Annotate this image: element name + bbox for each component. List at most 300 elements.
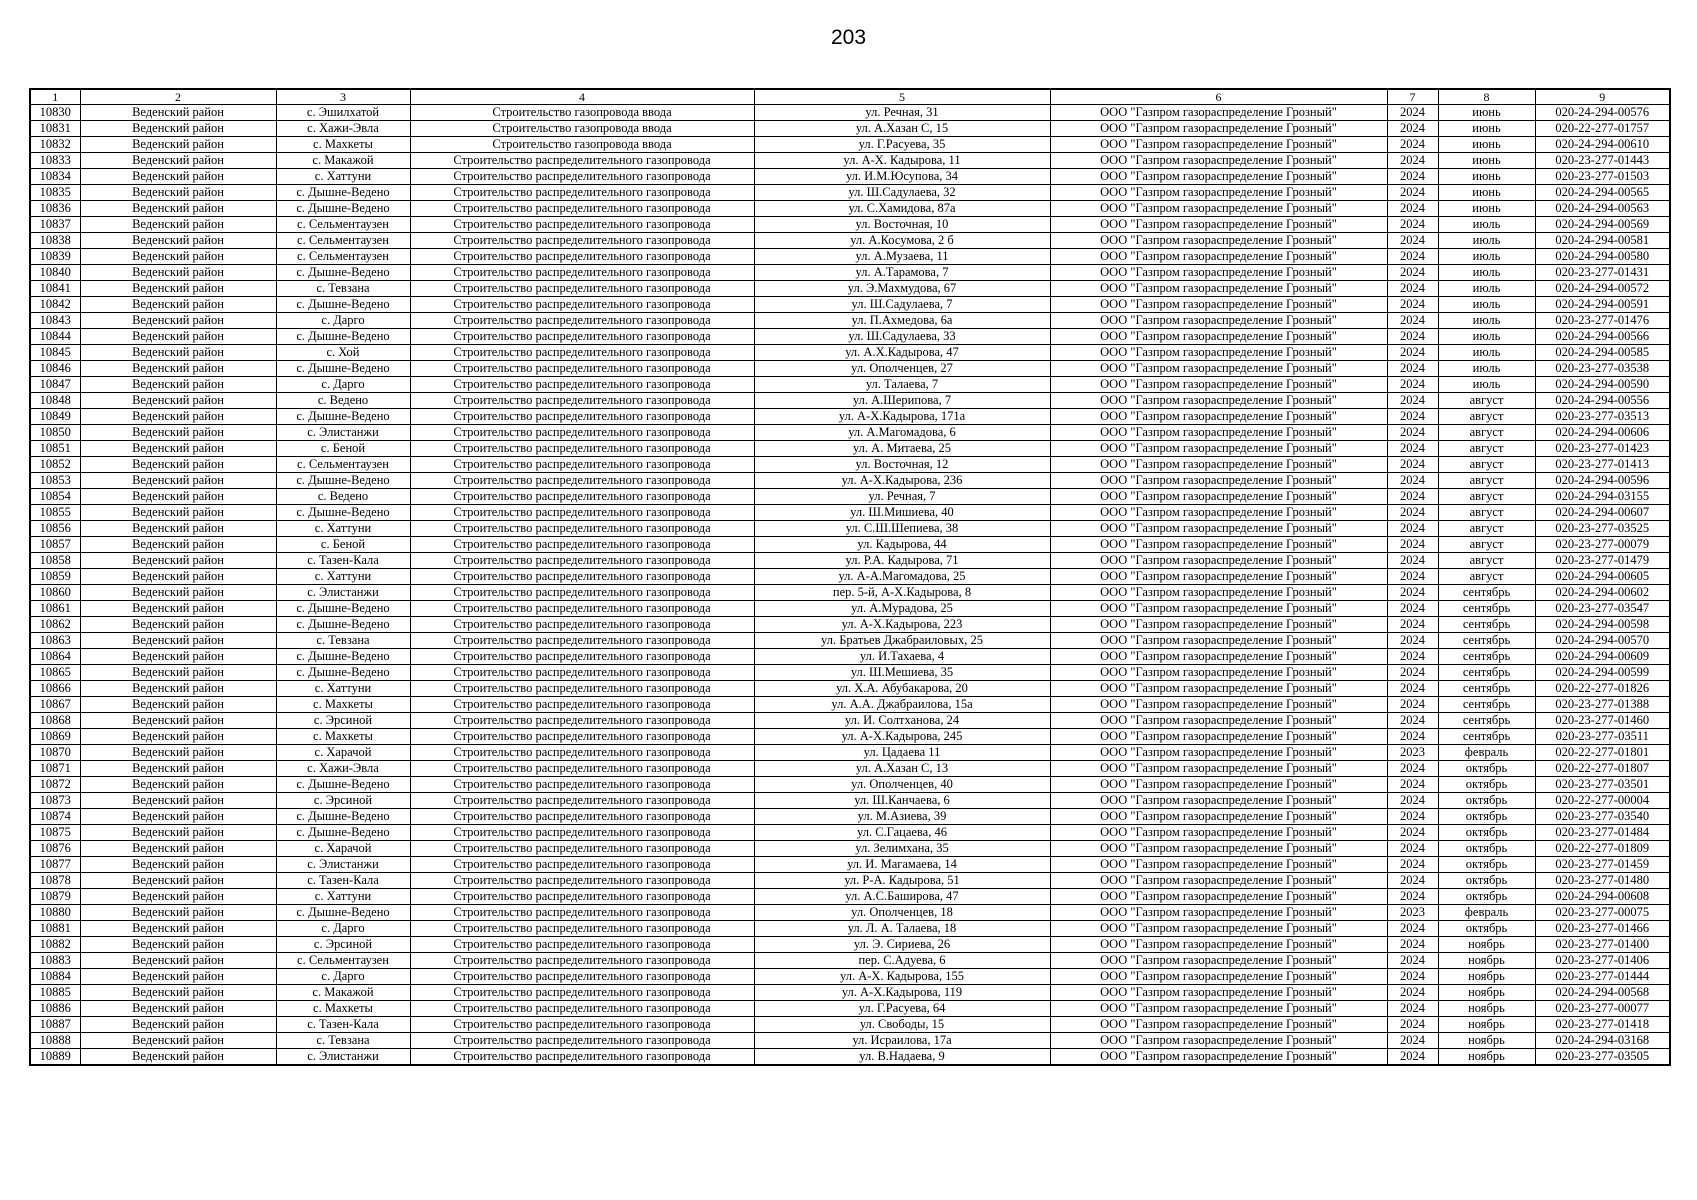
record-number-cell: 10833 [30, 153, 80, 169]
work-type-cell: Строительство распределительного газопровода [410, 537, 754, 553]
organization-cell: ООО "Газпром газораспределение Грозный" [1050, 521, 1387, 537]
organization-cell: ООО "Газпром газораспределение Грозный" [1050, 905, 1387, 921]
settlement-cell: с. Хаттуни [276, 521, 410, 537]
project-code-cell: 020-22-277-01801 [1535, 745, 1670, 761]
table-row [30, 825, 1670, 841]
address-cell: ул. С.Ш.Шепиева, 38 [754, 521, 1050, 537]
address-cell: ул. А.А. Джабраилова, 15а [754, 697, 1050, 713]
record-number-cell: 10874 [30, 809, 80, 825]
project-code-cell: 020-23-277-03505 [1535, 1049, 1670, 1066]
organization-cell: ООО "Газпром газораспределение Грозный" [1050, 745, 1387, 761]
month-cell: август [1438, 505, 1535, 521]
record-number-cell: 10886 [30, 1001, 80, 1017]
project-code-cell: 020-23-277-01460 [1535, 713, 1670, 729]
table-row [30, 313, 1670, 329]
address-cell: ул. И.Тахаева, 4 [754, 649, 1050, 665]
address-cell: ул. С.Хамидова, 87а [754, 201, 1050, 217]
record-number-cell: 10880 [30, 905, 80, 921]
district-cell: Веденский район [80, 185, 276, 201]
settlement-cell: с. Дышне-Ведено [276, 329, 410, 345]
project-code-cell: 020-24-294-00566 [1535, 329, 1670, 345]
work-type-cell: Строительство распределительного газопровода [410, 569, 754, 585]
settlement-cell: с. Тазен-Кала [276, 873, 410, 889]
address-cell: ул. Э. Сириева, 26 [754, 937, 1050, 953]
table-row [30, 281, 1670, 297]
work-type-cell: Строительство распределительного газопровода [410, 601, 754, 617]
record-number-cell: 10838 [30, 233, 80, 249]
year-cell: 2024 [1387, 153, 1438, 169]
year-cell: 2024 [1387, 233, 1438, 249]
month-cell: июль [1438, 249, 1535, 265]
settlement-cell: с. Хой [276, 345, 410, 361]
settlement-cell: с. Дышне-Ведено [276, 185, 410, 201]
table-row [30, 697, 1670, 713]
district-cell: Веденский район [80, 345, 276, 361]
work-type-cell: Строительство распределительного газопровода [410, 265, 754, 281]
year-cell: 2024 [1387, 345, 1438, 361]
district-cell: Веденский район [80, 601, 276, 617]
project-code-cell: 020-24-294-00598 [1535, 617, 1670, 633]
month-cell: ноябрь [1438, 1017, 1535, 1033]
project-code-cell: 020-23-277-01418 [1535, 1017, 1670, 1033]
district-cell: Веденский район [80, 1001, 276, 1017]
year-cell: 2024 [1387, 313, 1438, 329]
work-type-cell: Строительство распределительного газопровода [410, 153, 754, 169]
year-cell: 2024 [1387, 121, 1438, 137]
address-cell: ул. А-Х.Кадырова, 223 [754, 617, 1050, 633]
district-cell: Веденский район [80, 361, 276, 377]
month-cell: август [1438, 553, 1535, 569]
record-number-cell: 10857 [30, 537, 80, 553]
table-row [30, 521, 1670, 537]
work-type-cell: Строительство распределительного газопровода [410, 441, 754, 457]
organization-cell: ООО "Газпром газораспределение Грозный" [1050, 233, 1387, 249]
month-cell: ноябрь [1438, 937, 1535, 953]
table-row [30, 425, 1670, 441]
record-number-cell: 10846 [30, 361, 80, 377]
table-row [30, 985, 1670, 1001]
year-cell: 2024 [1387, 633, 1438, 649]
organization-cell: ООО "Газпром газораспределение Грозный" [1050, 441, 1387, 457]
project-code-cell: 020-24-294-00568 [1535, 985, 1670, 1001]
settlement-cell: с. Элистанжи [276, 1049, 410, 1066]
year-cell: 2024 [1387, 473, 1438, 489]
year-cell: 2024 [1387, 793, 1438, 809]
record-number-cell: 10835 [30, 185, 80, 201]
address-cell: ул. Исраилова, 17а [754, 1033, 1050, 1049]
month-cell: сентябрь [1438, 697, 1535, 713]
district-cell: Веденский район [80, 649, 276, 665]
record-number-cell: 10870 [30, 745, 80, 761]
month-cell: июнь [1438, 201, 1535, 217]
year-cell: 2024 [1387, 713, 1438, 729]
month-cell: октябрь [1438, 857, 1535, 873]
work-type-cell: Строительство распределительного газопровода [410, 633, 754, 649]
project-code-cell: 020-22-277-00004 [1535, 793, 1670, 809]
project-code-cell: 020-24-294-03155 [1535, 489, 1670, 505]
work-type-cell: Строительство распределительного газопровода [410, 361, 754, 377]
record-number-cell: 10855 [30, 505, 80, 521]
year-cell: 2024 [1387, 265, 1438, 281]
month-cell: август [1438, 521, 1535, 537]
address-cell: ул. А-Х. Кадырова, 155 [754, 969, 1050, 985]
settlement-cell: с. Сельментаузен [276, 233, 410, 249]
record-number-cell: 10876 [30, 841, 80, 857]
project-code-cell: 020-24-294-00591 [1535, 297, 1670, 313]
column-header: 5 [754, 89, 1050, 105]
settlement-cell: с. Дышне-Ведено [276, 905, 410, 921]
organization-cell: ООО "Газпром газораспределение Грозный" [1050, 761, 1387, 777]
work-type-cell: Строительство распределительного газопровода [410, 905, 754, 921]
project-code-cell: 020-24-294-00556 [1535, 393, 1670, 409]
record-number-cell: 10847 [30, 377, 80, 393]
year-cell: 2024 [1387, 729, 1438, 745]
year-cell: 2024 [1387, 457, 1438, 473]
work-type-cell: Строительство распределительного газопровода [410, 777, 754, 793]
organization-cell: ООО "Газпром газораспределение Грозный" [1050, 249, 1387, 265]
work-type-cell: Строительство распределительного газопровода [410, 281, 754, 297]
table-row [30, 121, 1670, 137]
district-cell: Веденский район [80, 105, 276, 121]
district-cell: Веденский район [80, 505, 276, 521]
year-cell: 2024 [1387, 169, 1438, 185]
address-cell: ул. Восточная, 10 [754, 217, 1050, 233]
year-cell: 2024 [1387, 441, 1438, 457]
month-cell: октябрь [1438, 921, 1535, 937]
month-cell: июнь [1438, 121, 1535, 137]
month-cell: июль [1438, 233, 1535, 249]
year-cell: 2024 [1387, 969, 1438, 985]
page-number: 203 [830, 26, 867, 49]
organization-cell: ООО "Газпром газораспределение Грозный" [1050, 665, 1387, 681]
year-cell: 2024 [1387, 601, 1438, 617]
address-cell: ул. Р-А. Кадырова, 51 [754, 873, 1050, 889]
record-number-cell: 10859 [30, 569, 80, 585]
settlement-cell: с. Эшилхатой [276, 105, 410, 121]
project-code-cell: 020-23-277-01413 [1535, 457, 1670, 473]
table-row [30, 729, 1670, 745]
address-cell: ул. А.Тарамова, 7 [754, 265, 1050, 281]
settlement-cell: с. Тевзана [276, 1033, 410, 1049]
organization-cell: ООО "Газпром газораспределение Грозный" [1050, 105, 1387, 121]
month-cell: ноябрь [1438, 953, 1535, 969]
table-row [30, 441, 1670, 457]
address-cell: ул. Ш.Мешиева, 35 [754, 665, 1050, 681]
record-number-cell: 10882 [30, 937, 80, 953]
address-cell: ул. Ш.Канчаева, 6 [754, 793, 1050, 809]
address-cell: ул. А-Х.Кадырова, 245 [754, 729, 1050, 745]
month-cell: октябрь [1438, 793, 1535, 809]
month-cell: июнь [1438, 185, 1535, 201]
work-type-cell: Строительство распределительного газопровода [410, 377, 754, 393]
table-row [30, 617, 1670, 633]
table-row [30, 537, 1670, 553]
project-code-cell: 020-24-294-00569 [1535, 217, 1670, 233]
table-row [30, 1001, 1670, 1017]
project-code-cell: 020-24-294-00581 [1535, 233, 1670, 249]
month-cell: август [1438, 489, 1535, 505]
table-row [30, 297, 1670, 313]
project-code-cell: 020-23-277-03501 [1535, 777, 1670, 793]
record-number-cell: 10862 [30, 617, 80, 633]
settlement-cell: с. Дарго [276, 969, 410, 985]
record-number-cell: 10842 [30, 297, 80, 313]
district-cell: Веденский район [80, 281, 276, 297]
month-cell: август [1438, 393, 1535, 409]
organization-cell: ООО "Газпром газораспределение Грозный" [1050, 361, 1387, 377]
settlement-cell: с. Дышне-Ведено [276, 473, 410, 489]
table-row [30, 409, 1670, 425]
address-cell: ул. И. Солтханова, 24 [754, 713, 1050, 729]
work-type-cell: Строительство распределительного газопровода [410, 1017, 754, 1033]
year-cell: 2024 [1387, 569, 1438, 585]
month-cell: ноябрь [1438, 1001, 1535, 1017]
project-code-cell: 020-24-294-00563 [1535, 201, 1670, 217]
work-type-cell: Строительство распределительного газопровода [410, 649, 754, 665]
organization-cell: ООО "Газпром газораспределение Грозный" [1050, 969, 1387, 985]
column-number-row [30, 89, 1670, 105]
settlement-cell: с. Дышне-Ведено [276, 665, 410, 681]
work-type-cell: Строительство распределительного газопровода [410, 969, 754, 985]
table-row [30, 793, 1670, 809]
district-cell: Веденский район [80, 777, 276, 793]
address-cell: ул. А.Магомадова, 6 [754, 425, 1050, 441]
address-cell: пер. 5-й, А-Х.Кадырова, 8 [754, 585, 1050, 601]
organization-cell: ООО "Газпром газораспределение Грозный" [1050, 329, 1387, 345]
table-row [30, 233, 1670, 249]
year-cell: 2024 [1387, 553, 1438, 569]
column-header: 7 [1387, 89, 1438, 105]
project-code-cell: 020-23-277-00077 [1535, 1001, 1670, 1017]
table-row [30, 105, 1670, 121]
record-number-cell: 10879 [30, 889, 80, 905]
year-cell: 2024 [1387, 681, 1438, 697]
settlement-cell: с. Дышне-Ведено [276, 361, 410, 377]
year-cell: 2024 [1387, 953, 1438, 969]
record-number-cell: 10856 [30, 521, 80, 537]
project-code-cell: 020-22-277-01826 [1535, 681, 1670, 697]
organization-cell: ООО "Газпром газораспределение Грозный" [1050, 473, 1387, 489]
table-row [30, 505, 1670, 521]
address-cell: ул. Восточная, 12 [754, 457, 1050, 473]
organization-cell: ООО "Газпром газораспределение Грозный" [1050, 1001, 1387, 1017]
settlement-cell: с. Тазен-Кала [276, 553, 410, 569]
month-cell: октябрь [1438, 809, 1535, 825]
record-number-cell: 10839 [30, 249, 80, 265]
year-cell: 2024 [1387, 889, 1438, 905]
organization-cell: ООО "Газпром газораспределение Грозный" [1050, 937, 1387, 953]
month-cell: ноябрь [1438, 1033, 1535, 1049]
district-cell: Веденский район [80, 745, 276, 761]
table-row [30, 953, 1670, 969]
year-cell: 2023 [1387, 905, 1438, 921]
settlement-cell: с. Дышне-Ведено [276, 265, 410, 281]
organization-cell: ООО "Газпром газораспределение Грозный" [1050, 601, 1387, 617]
month-cell: август [1438, 457, 1535, 473]
settlement-cell: с. Элистанжи [276, 425, 410, 441]
project-code-cell: 020-23-277-03540 [1535, 809, 1670, 825]
organization-cell: ООО "Газпром газораспределение Грозный" [1050, 1017, 1387, 1033]
district-cell: Веденский район [80, 793, 276, 809]
settlement-cell: с. Дарго [276, 377, 410, 393]
work-type-cell: Строительство распределительного газопровода [410, 921, 754, 937]
address-cell: ул. Ополченцев, 27 [754, 361, 1050, 377]
settlement-cell: с. Дышне-Ведено [276, 409, 410, 425]
work-type-cell: Строительство распределительного газопровода [410, 681, 754, 697]
project-code-cell: 020-23-277-01400 [1535, 937, 1670, 953]
project-code-cell: 020-24-294-00580 [1535, 249, 1670, 265]
project-code-cell: 020-23-277-03538 [1535, 361, 1670, 377]
district-cell: Веденский район [80, 249, 276, 265]
month-cell: июнь [1438, 105, 1535, 121]
address-cell: ул. Братьев Джабраиловых, 25 [754, 633, 1050, 649]
table-row [30, 489, 1670, 505]
work-type-cell: Строительство распределительного газопровода [410, 729, 754, 745]
district-cell: Веденский район [80, 985, 276, 1001]
year-cell: 2024 [1387, 1001, 1438, 1017]
work-type-cell: Строительство распределительного газопровода [410, 345, 754, 361]
district-cell: Веденский район [80, 409, 276, 425]
month-cell: сентябрь [1438, 601, 1535, 617]
settlement-cell: с. Харачой [276, 745, 410, 761]
settlement-cell: с. Тазен-Кала [276, 1017, 410, 1033]
month-cell: август [1438, 409, 1535, 425]
project-code-cell: 020-22-277-01757 [1535, 121, 1670, 137]
address-cell: ул. А.Шерипова, 7 [754, 393, 1050, 409]
organization-cell: ООО "Газпром газораспределение Грозный" [1050, 393, 1387, 409]
address-cell: ул. Зелимхана, 35 [754, 841, 1050, 857]
project-code-cell: 020-23-277-01444 [1535, 969, 1670, 985]
work-type-cell: Строительство распределительного газопровода [410, 665, 754, 681]
year-cell: 2024 [1387, 505, 1438, 521]
work-type-cell: Строительство распределительного газопровода [410, 233, 754, 249]
organization-cell: ООО "Газпром газораспределение Грозный" [1050, 505, 1387, 521]
settlement-cell: с. Тевзана [276, 633, 410, 649]
district-cell: Веденский район [80, 969, 276, 985]
address-cell: ул. В.Надаева, 9 [754, 1049, 1050, 1066]
settlement-cell: с. Эрсиной [276, 793, 410, 809]
gas-pipeline-register-table [29, 88, 1671, 1066]
organization-cell: ООО "Газпром газораспределение Грозный" [1050, 409, 1387, 425]
address-cell: ул. И.М.Юсупова, 34 [754, 169, 1050, 185]
district-cell: Веденский район [80, 1033, 276, 1049]
work-type-cell: Строительство распределительного газопровода [410, 889, 754, 905]
month-cell: ноябрь [1438, 985, 1535, 1001]
settlement-cell: с. Махкеты [276, 729, 410, 745]
record-number-cell: 10841 [30, 281, 80, 297]
table-row [30, 585, 1670, 601]
month-cell: август [1438, 537, 1535, 553]
organization-cell: ООО "Газпром газораспределение Грозный" [1050, 633, 1387, 649]
record-number-cell: 10888 [30, 1033, 80, 1049]
table-row [30, 713, 1670, 729]
district-cell: Веденский район [80, 681, 276, 697]
record-number-cell: 10887 [30, 1017, 80, 1033]
district-cell: Веденский район [80, 953, 276, 969]
address-cell: ул. Х.А. Абубакарова, 20 [754, 681, 1050, 697]
project-code-cell: 020-24-294-00572 [1535, 281, 1670, 297]
record-number-cell: 10875 [30, 825, 80, 841]
work-type-cell: Строительство распределительного газопровода [410, 521, 754, 537]
table-row [30, 745, 1670, 761]
district-cell: Веденский район [80, 425, 276, 441]
address-cell: ул. Г.Расуева, 35 [754, 137, 1050, 153]
settlement-cell: с. Ведено [276, 489, 410, 505]
year-cell: 2024 [1387, 649, 1438, 665]
address-cell: ул. Г.Расуева, 64 [754, 1001, 1050, 1017]
record-number-cell: 10854 [30, 489, 80, 505]
district-cell: Веденский район [80, 217, 276, 233]
year-cell: 2024 [1387, 361, 1438, 377]
work-type-cell: Строительство распределительного газопровода [410, 617, 754, 633]
district-cell: Веденский район [80, 857, 276, 873]
settlement-cell: с. Элистанжи [276, 585, 410, 601]
district-cell: Веденский район [80, 233, 276, 249]
address-cell: ул. А. Митаева, 25 [754, 441, 1050, 457]
district-cell: Веденский район [80, 585, 276, 601]
organization-cell: ООО "Газпром газораспределение Грозный" [1050, 169, 1387, 185]
month-cell: июль [1438, 361, 1535, 377]
work-type-cell: Строительство распределительного газопровода [410, 953, 754, 969]
address-cell: ул. Ш.Садулаева, 7 [754, 297, 1050, 313]
organization-cell: ООО "Газпром газораспределение Грозный" [1050, 377, 1387, 393]
work-type-cell: Строительство распределительного газопровода [410, 329, 754, 345]
year-cell: 2024 [1387, 393, 1438, 409]
record-number-cell: 10831 [30, 121, 80, 137]
project-code-cell: 020-22-277-01809 [1535, 841, 1670, 857]
project-code-cell: 020-24-294-00606 [1535, 425, 1670, 441]
record-number-cell: 10861 [30, 601, 80, 617]
month-cell: сентябрь [1438, 617, 1535, 633]
project-code-cell: 020-23-277-01406 [1535, 953, 1670, 969]
year-cell: 2024 [1387, 1049, 1438, 1066]
organization-cell: ООО "Газпром газораспределение Грозный" [1050, 265, 1387, 281]
work-type-cell: Строительство распределительного газопровода [410, 217, 754, 233]
district-cell: Веденский район [80, 457, 276, 473]
district-cell: Веденский район [80, 489, 276, 505]
work-type-cell: Строительство распределительного газопровода [410, 409, 754, 425]
month-cell: сентябрь [1438, 665, 1535, 681]
column-header: 4 [410, 89, 754, 105]
project-code-cell: 020-23-277-01476 [1535, 313, 1670, 329]
work-type-cell: Строительство распределительного газопровода [410, 809, 754, 825]
district-cell: Веденский район [80, 633, 276, 649]
work-type-cell: Строительство распределительного газопровода [410, 185, 754, 201]
project-code-cell: 020-23-277-01479 [1535, 553, 1670, 569]
record-number-cell: 10877 [30, 857, 80, 873]
month-cell: ноябрь [1438, 1049, 1535, 1066]
settlement-cell: с. Эрсиной [276, 937, 410, 953]
record-number-cell: 10844 [30, 329, 80, 345]
month-cell: август [1438, 441, 1535, 457]
settlement-cell: с. Махкеты [276, 137, 410, 153]
table-row [30, 905, 1670, 921]
work-type-cell: Строительство распределительного газопровода [410, 937, 754, 953]
settlement-cell: с. Дышне-Ведено [276, 825, 410, 841]
table-row [30, 873, 1670, 889]
year-cell: 2024 [1387, 105, 1438, 121]
organization-cell: ООО "Газпром газораспределение Грозный" [1050, 697, 1387, 713]
year-cell: 2024 [1387, 201, 1438, 217]
settlement-cell: с. Сельментаузен [276, 217, 410, 233]
month-cell: сентябрь [1438, 585, 1535, 601]
address-cell: ул. А.С.Баширова, 47 [754, 889, 1050, 905]
year-cell: 2024 [1387, 281, 1438, 297]
work-type-cell: Строительство распределительного газопровода [410, 841, 754, 857]
address-cell: ул. Талаева, 7 [754, 377, 1050, 393]
month-cell: июль [1438, 265, 1535, 281]
month-cell: сентябрь [1438, 713, 1535, 729]
